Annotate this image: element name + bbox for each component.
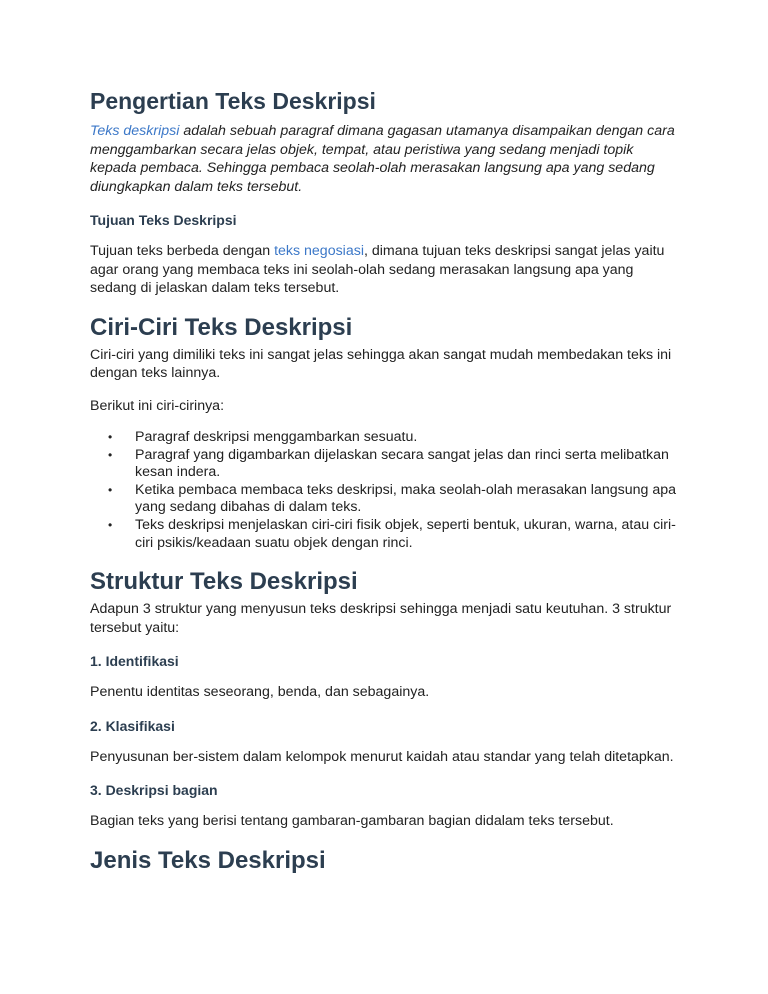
list-item-text: Paragraf deskripsi menggambarkan sesuatu.: [135, 429, 418, 445]
text-identifikasi: Penentu identitas seseorang, benda, dan sebagainya.: [90, 684, 430, 701]
list-item-text: Ketika pembaca membaca teks deskripsi, maka seolah-olah merasakan langsung apa yang sedang dibahas di dalam teks.: [135, 481, 676, 516]
text-deskripsi-bagian: Bagian teks yang berisi tentang gambaran-gambaran bagian didalam teks tersebut.: [90, 813, 614, 830]
title-pengertian: Pengertian Teks Deskripsi: [90, 88, 376, 114]
list-item-text: Teks deskripsi menjelaskan ciri-ciri fisik objek, seperti bentuk, ukuran, warna, atau ciri-ciri psikis/keadaan suatu objek dengan rinci.: [135, 516, 676, 551]
list-item: [108, 429, 680, 447]
text-klasifikasi: Penyusunan ber-sistem dalam kelompok menurut kaidah atau standar yang telah ditetapkan.: [90, 748, 674, 765]
title-jenis: Jenis Teks Deskripsi: [90, 846, 326, 874]
paragraph-struktur: Adapun 3 struktur yang menyusun teks deskripsi sehingga menjadi satu keutuhan. 3 struktur tersebut yaitu:: [90, 601, 672, 636]
heading-identifikasi: 1. Identifikasi: [90, 653, 179, 670]
list-item: [108, 447, 680, 482]
title-tujuan: Tujuan Teks Deskripsi: [90, 212, 237, 228]
bullet-icon: •: [108, 482, 113, 497]
tujuan-text-after: , dimana tujuan teks deskripsi sangat jelas yaitu agar orang yang membaca teks ini seolah-olah sedang merasakan langsung apa yang sedang di jelaskan dalam teks tersebut.: [90, 243, 665, 296]
tujuan-text-before: Tujuan teks berbeda dengan: [90, 243, 275, 259]
paragraph-ciri: Ciri-ciri yang dimiliki teks ini sangat jelas sehingga akan sangat mudah membedakan teks ini dengan teks lainnya.: [90, 346, 672, 381]
document-content: [90, 86, 680, 879]
title-ciri: Ciri-Ciri Teks Deskripsi: [90, 313, 353, 341]
heading-deskripsi-bagian: 3. Deskripsi bagian: [90, 782, 218, 799]
paragraph-pengertian: [90, 122, 680, 196]
heading-klasifikasi: 2. Klasifikasi: [90, 717, 175, 734]
list-item-text: Paragraf yang digambarkan dijelaskan secara sangat jelas dan rinci serta melibatkan kesan indera.: [135, 446, 669, 481]
list-item: [108, 482, 680, 517]
paragraph-tujuan: [90, 242, 680, 298]
ciri-lead: Berikut ini ciri-cirinya:: [90, 397, 225, 414]
intro-text: adalah sebuah paragraf dimana gagasan utamanya disampaikan dengan cara menggambarkan secara jelas objek, tempat, atau peristiwa yang sedang menjadi topik kepada pembaca. Sehingga pembaca seolah-olah merasakan langsung apa yang sedang diungkapkan dalam teks tersebut.: [90, 123, 675, 195]
bullet-icon: •: [108, 517, 113, 532]
link-teks-deskripsi[interactable]: Teks deskripsi: [90, 123, 180, 139]
bullet-icon: •: [108, 447, 113, 462]
list-item: [108, 517, 680, 552]
bullet-icon: •: [108, 430, 113, 444]
link-teks-negosiasi[interactable]: teks negosiasi: [274, 243, 364, 259]
ciri-list: [108, 429, 680, 552]
title-struktur: Struktur Teks Deskripsi: [90, 568, 358, 596]
